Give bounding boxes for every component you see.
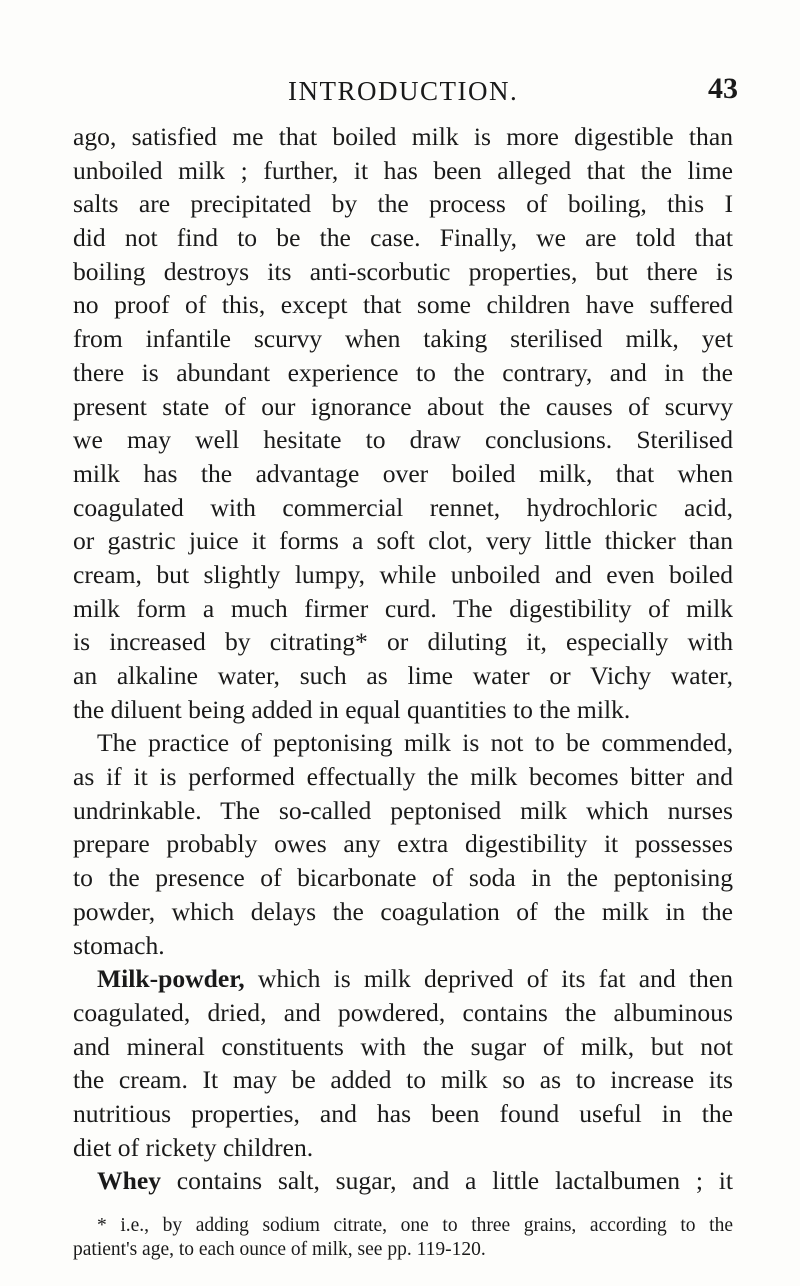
text-line: from infantile scurvy when taking sterilised milk, yet: [73, 324, 733, 354]
text-line: coagulated with commercial rennet, hydrochloric acid,: [73, 492, 733, 522]
text-fragment: contains salt, sugar, and a little lactalbumen ; it: [160, 1166, 733, 1196]
text-line: prepare probably owes any extra digestibility it possesses: [73, 829, 733, 859]
page-header: [0, 72, 800, 112]
running-head: INTRODUCTION.: [288, 76, 519, 106]
text-line: did not find to be the case. Finally, we are told that: [73, 223, 733, 253]
paragraph-2: [73, 726, 733, 962]
text-line: we may well hesitate to draw conclusions. Sterilised: [73, 425, 733, 455]
text-line: ago, satisfied me that boiled milk is more digestible than: [73, 122, 733, 151]
text-line: coagulated, dried, and powdered, contains the albuminous: [73, 997, 733, 1027]
text-line: [73, 1164, 733, 1198]
text-line: salts are precipitated by the process of boiling, this I: [73, 189, 733, 219]
text-line: nutritious properties, and has been found useful in the: [73, 1098, 733, 1128]
text-line: The practice of peptonising milk is not to be commended,: [97, 728, 733, 758]
text-line: cream, but slightly lumpy, while unboiled and even boiled: [73, 559, 733, 589]
text-line: to the presence of bicarbonate of soda in the peptonising: [73, 863, 733, 893]
text-line: the cream. It may be added to milk so as to increase its: [73, 1065, 733, 1095]
text-line: no proof of this, except that some children have suffered: [73, 290, 733, 320]
paragraph-1: [73, 120, 733, 726]
paragraph-3: [73, 962, 733, 1164]
text-line: as if it is performed effectually the milk becomes bitter and: [73, 762, 733, 792]
text-line: and mineral constituents with the sugar of milk, but not: [73, 1031, 733, 1061]
text-fragment: which is milk deprived of its fat and then: [244, 964, 733, 994]
text-line: diet of rickety children.: [73, 1132, 314, 1162]
text-line: milk form a much firmer curd. The digestibility of milk: [73, 593, 733, 623]
term-milk-powder: Milk-powder,: [97, 964, 245, 994]
term-whey: Whey: [97, 1166, 161, 1196]
text-line: an alkaline water, such as lime water or Vichy water,: [73, 661, 733, 690]
page-number: 43: [708, 72, 738, 105]
paragraph-4: [73, 1164, 733, 1198]
text-line: [73, 962, 733, 996]
text-line: the diluent being added in equal quantities to the milk.: [73, 694, 631, 724]
text-line: powder, which delays the coagulation of the milk in the: [73, 896, 733, 926]
body-text: [73, 120, 733, 1198]
text-line: present state of our ignorance about the causes of scurvy: [73, 391, 733, 421]
footnote-line: * i.e., by adding sodium citrate, one to three grains, according to the: [97, 1215, 733, 1236]
text-line: undrinkable. The so-called peptonised milk which nurses: [73, 795, 733, 825]
text-line: boiling destroys its anti-scorbutic properties, but there is: [73, 256, 733, 286]
footnote: [73, 1214, 733, 1262]
text-line: milk has the advantage over boiled milk, that when: [73, 458, 733, 488]
text-line: is increased by citrating* or diluting it, especially with: [73, 627, 733, 657]
footnote-line: patient's age, to each ounce of milk, see pp. 119-120.: [73, 1239, 486, 1260]
text-line: there is abundant experience to the contrary, and in the: [73, 357, 733, 387]
text-line: unboiled milk ; further, it has been alleged that the lime: [73, 155, 733, 185]
text-line: or gastric juice it forms a soft clot, very little thicker than: [73, 526, 733, 556]
text-line: stomach.: [73, 930, 165, 960]
